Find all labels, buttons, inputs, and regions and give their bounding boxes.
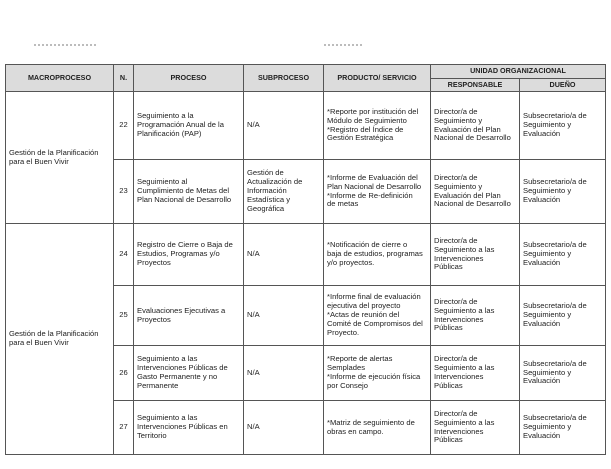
responsable-cell: Director/a de Seguimiento y Evaluación del Plan Nacional de Desarrollo (431, 160, 520, 224)
proceso-cell: Registro de Cierre o Baja de Estudios, Programas y/o Proyectos (134, 224, 244, 286)
proceso-cell: Evaluaciones Ejecutivas a Proyectos (134, 286, 244, 346)
dueno-cell: Subsecretario/a de Seguimiento y Evaluación (520, 346, 606, 401)
producto-cell: *Reporte por institución del Módulo de Seguimiento *Registro del Índice de Gestión Estratégica (324, 92, 431, 160)
proceso-cell: Seguimiento al Cumplimiento de Metas del Plan Nacional de Desarrollo (134, 160, 244, 224)
proceso-cell: Seguimiento a las Intervenciones Públicas de Gasto Permanente y no Permanente (134, 346, 244, 401)
responsable-cell: Director/a de Seguimiento a las Intervenciones Públicas (431, 224, 520, 286)
subproceso-cell: N/A (244, 346, 324, 401)
proceso-cell: Seguimiento a la Programación Anual de la Planificación (PAP) (134, 92, 244, 160)
process-table (5, 64, 606, 455)
header-macroproceso: MACROPROCESO (6, 65, 114, 92)
dueno-cell: Subsecretario/a de Seguimiento y Evaluación (520, 286, 606, 346)
macroproceso-cell: Gestión de la Planificación para el Buen Vivir (6, 92, 114, 224)
subproceso-cell: N/A (244, 286, 324, 346)
header-proceso: PROCESO (134, 65, 244, 92)
header-subproceso: SUBPROCESO (244, 65, 324, 92)
row-number: 23 (114, 160, 134, 224)
responsable-cell: Director/a de Seguimiento a las Intervenciones Públicas (431, 346, 520, 401)
responsable-cell: Director/a de Seguimiento a las Intervenciones Públicas (431, 401, 520, 455)
scan-artifact-center (324, 44, 362, 48)
dueno-cell: Subsecretario/a de Seguimiento y Evaluación (520, 92, 606, 160)
producto-cell: *Matriz de seguimiento de obras en campo. (324, 401, 431, 455)
table-row (6, 92, 606, 160)
row-number: 24 (114, 224, 134, 286)
producto-cell: *Reporte de alertas Semplades *Informe de ejecución física por Consejo (324, 346, 431, 401)
header-dueno: DUEÑO (520, 79, 606, 92)
row-number: 26 (114, 346, 134, 401)
dueno-cell: Subsecretario/a de Seguimiento y Evaluación (520, 224, 606, 286)
producto-cell: *Informe de Evaluación del Plan Nacional de Desarrollo *Informe de Re-definición de metas (324, 160, 431, 224)
subproceso-cell: N/A (244, 401, 324, 455)
subproceso-cell: N/A (244, 224, 324, 286)
subproceso-cell: Gestión de Actualización de Información Estadística y Geográfica (244, 160, 324, 224)
producto-cell: *Informe final de evaluación ejecutiva del proyecto *Actas de reunión del Comité de Compromisos del Proyecto. (324, 286, 431, 346)
responsable-cell: Director/a de Seguimiento y Evaluación del Plan Nacional de Desarrollo (431, 92, 520, 160)
dueno-cell: Subsecretario/a de Seguimiento y Evaluación (520, 401, 606, 455)
producto-cell: *Notificación de cierre o baja de estudios, programas y/o proyectos. (324, 224, 431, 286)
scan-artifact-left (34, 44, 96, 48)
dueno-cell: Subsecretario/a de Seguimiento y Evaluación (520, 160, 606, 224)
macroproceso-cell: Gestión de la Planificación para el Buen Vivir (6, 224, 114, 455)
row-number: 22 (114, 92, 134, 160)
responsable-cell: Director/a de Seguimiento a las Intervenciones Públicas (431, 286, 520, 346)
header-unidad-organizacional: UNIDAD ORGANIZACIONAL (431, 65, 606, 79)
subproceso-cell: N/A (244, 92, 324, 160)
header-producto: PRODUCTO/ SERVICIO (324, 65, 431, 92)
header-number: N. (114, 65, 134, 92)
row-number: 25 (114, 286, 134, 346)
row-number: 27 (114, 401, 134, 455)
header-responsable: RESPONSABLE (431, 79, 520, 92)
proceso-cell: Seguimiento a las Intervenciones Públicas en Territorio (134, 401, 244, 455)
table-row (6, 224, 606, 286)
